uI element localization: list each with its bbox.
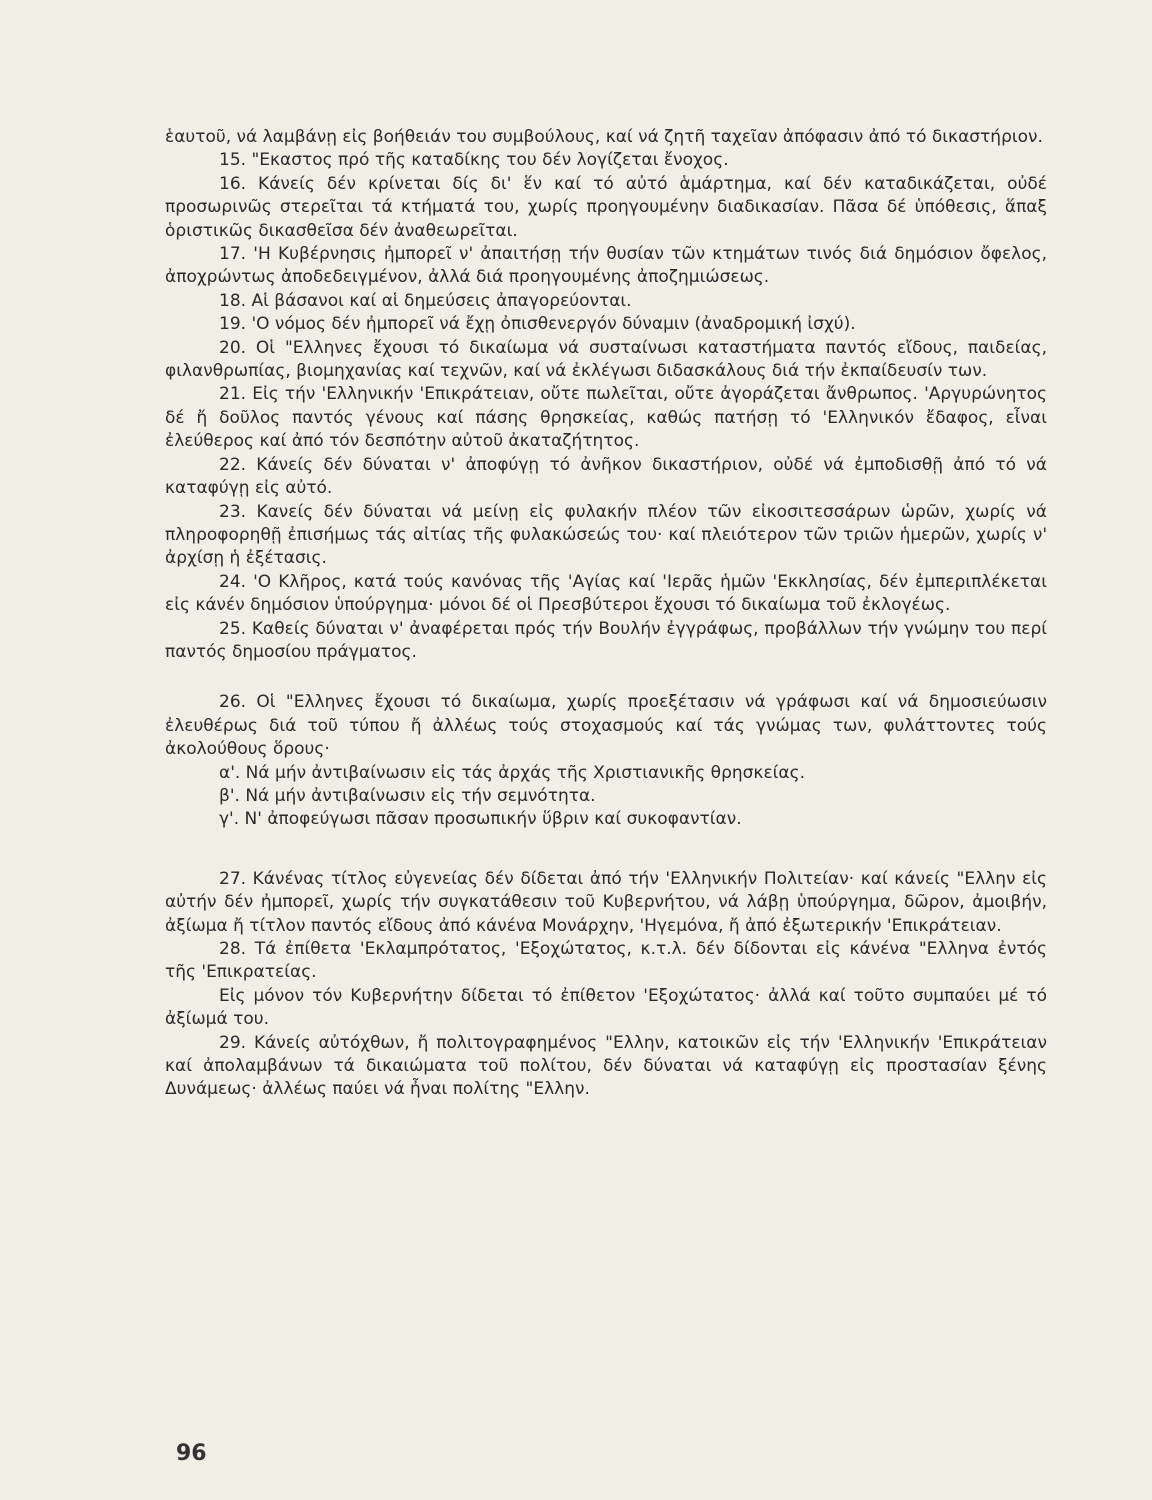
article-paragraph: Εἰς μόνον τόν Κυβερνήτην δίδεται τό ἐπίθετον 'Εξοχώτατος· ἀλλά καί τοῦτο συμπαύει μέ τό ἀξίωμά του.	[165, 985, 1047, 1030]
article-paragraph: 19. 'Ο νόμος δέν ἠμπορεῖ νά ἔχῃ ὀπισθενεργόν δύναμιν (ἀναδρομική ἰσχύ).	[219, 314, 856, 335]
article-paragraph: 28. Τά ἐπίθετα 'Εκλαμπρότατος, 'Εξοχώτατος, κ.τ.λ. δέν δίδονται εἰς κάνένα "Ελληνα ἐντός τῆς 'Επικρατείας.	[165, 939, 1047, 983]
article-paragraph: 16. Κάνείς δέν κρίνεται δίς δι' ἕν καί τό αὐτό ἁμάρτημα, καί δέν καταδικάζεται, οὐδέ προσωρινῶς στερεῖται τά κτήματά του, χωρίς προηγουμένην διαδικασίαν. Πᾶσα δέ ὑπόθεσις, ἅπαξ ὁριστικῶς δικασθεῖσα δέν ἀναθεωρεῖται.	[165, 173, 1047, 241]
article-paragraph: 29. Κάνείς αὐτόχθων, ἤ πολιτογραφημένος "Ελλην, κατοικῶν εἰς τήν 'Ελληνικήν 'Επικράτειαν καί ἀπολαμβάνων τά δικαιώματα τοῦ πολίτου, δέν δύναται νά καταφύγῃ εἰς προστασίαν ξένης Δυνάμεως· ἀλλέως παύει νά ἦναι πολίτης "Ελλην.	[165, 1032, 1047, 1100]
sub-clause: α'. Νά μήν ἀντιβαίνωσιν εἰς τάς ἀρχάς τῆς Χριστιανικῆς θρησκείας.	[219, 762, 805, 783]
article-paragraph: 27. Κάνένας τίτλος εὐγενείας δέν δίδεται ἀπό τήν 'Ελληνικήν Πολιτείαν· καί κάνείς "Ελλην εἰς αὐτήν δέν ἠμπορεῖ, χωρίς τήν συγκατάθεσιν τοῦ Κυβερνήτου, νά λάβῃ ὑπούργημα, δῶρον, ἀμοιβήν, ἀξίωμα ἤ τίτλον παντός εἴδους ἀπό κάνένα Μονάρχην, 'Ηγεμόνα, ἤ ἀπό ἐξωτερικήν 'Επικράτειαν.	[165, 868, 1047, 936]
article-paragraph: 26. Οἱ "Ελληνες ἔχουσι τό δικαίωμα, χωρίς προεξέτασιν νά γράφωσι καί νά δημοσιεύωσιν ἐλευθέρως διά τοῦ τύπου ἤ ἀλλέως τούς στοχασμούς καί τάς γνώμας των, φυλάττοντες τούς ἀκολούθους ὅρους·	[165, 692, 1047, 760]
article-paragraph: 15. "Εκαστος πρό τῆς καταδίκης του δέν λογίζεται ἔνοχος.	[219, 150, 729, 171]
article-paragraph: 17. 'Η Κυβέρνησις ἠμπορεῖ ν' ἀπαιτήσῃ τήν θυσίαν τῶν κτημάτων τινός διά δημόσιον ὄφελος, ἀποχρώντως ἀποδεδειγμένον, ἀλλά διά προηγουμένης ἀποζημιώσεως.	[165, 244, 1047, 288]
page-number: 96	[176, 1441, 207, 1466]
sub-clause: β'. Νά μήν ἀντιβαίνωσιν εἰς τήν σεμνότητα.	[219, 785, 596, 806]
article-paragraph: 24. 'Ο Κλῆρος, κατά τούς κανόνας τῆς 'Αγίας καί 'Ιερᾶς ἡμῶν 'Εκκλησίας, δέν ἐμπεριπλέκεται εἰς κάνέν δημόσιον ὑπούργημα· μόνοι δέ οἱ Πρεσβύτεροι ἔχουσι τό δικαίωμα τοῦ ἐκλογέως.	[165, 571, 1047, 616]
article-paragraph: 23. Κανείς δέν δύναται νά μείνῃ εἰς φυλακήν πλέον τῶν εἰκοσιτεσσάρων ὡρῶν, χωρίς νά πληροφορηθῇ ἐπισήμως τάς αἰτίας τῆς φυλακώσεώς του· καί πλειότερον τῶν τριῶν ἡμερῶν, χωρίς ν' ἀρχίσῃ ἡ ἐξέτασις.	[165, 501, 1047, 569]
article-paragraph: 20. Οἱ "Ελληνες ἔχουσι τό δικαίωμα νά συσταίνωσι καταστήματα παντός εἴδους, παιδείας, φιλανθρωπίας, βιομηχανίας καί τεχνῶν, καί νά ἐκλέγωσι διδασκάλους διά τήν ἐκπαίδευσίν των.	[165, 337, 1047, 382]
body-text	[165, 126, 1047, 1102]
article-paragraph: 22. Κάνείς δέν δύναται ν' ἀποφύγῃ τό ἀνῆκον δικαστήριον, οὐδέ νά ἐμποδισθῇ ἀπό τό νά καταφύγῃ εἰς αὐτό.	[165, 454, 1047, 499]
article-paragraph: 25. Καθείς δύναται ν' ἀναφέρεται πρός τήν Βουλήν ἐγγράφως, προβάλλων τήν γνώμην του περί παντός δημοσίου πράγματος.	[165, 618, 1047, 662]
article-paragraph: ἑαυτοῦ, νά λαμβάνῃ εἰς βοήθειάν του συμβούλους, καί νά ζητῆ ταχεῖαν ἀπόφασιν ἀπό τό δικαστήριον.	[165, 127, 1043, 147]
article-paragraph: 18. Αἱ βάσανοι καί αἱ δημεύσεις ἀπαγορεύονται.	[219, 290, 632, 311]
sub-clause: γ'. Ν' ἀποφεύγωσι πᾶσαν προσωπικήν ὕβριν καί συκοφαντίαν.	[219, 809, 742, 830]
article-paragraph: 21. Εἰς τήν 'Ελληνικήν 'Επικράτειαν, οὔτε πωλεῖται, οὔτε ἀγοράζεται ἄνθρωπος. 'Αργυρώνητος δέ ἤ δοῦλος παντός γένους καί πάσης θρησκείας, καθώς πατήσῃ τό 'Ελληνικόν ἔδαφος, εἶναι ἐλεύθερος καί ἀπό τόν δεσπότην αὐτοῦ ἀκαταζήτητος.	[165, 384, 1047, 452]
